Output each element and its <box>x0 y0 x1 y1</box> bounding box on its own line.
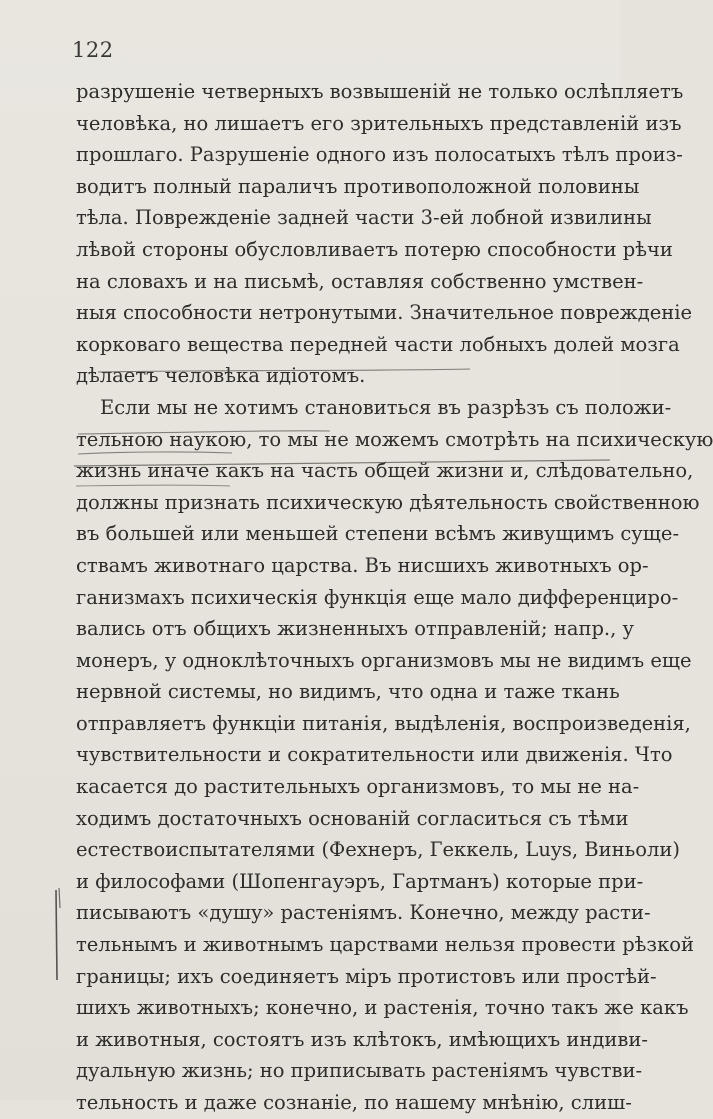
text-line: ходимъ достаточныхъ основаній согласиться съ тѣми <box>76 806 629 830</box>
text-line: отправляетъ функціи питанія, выдѣленія, воспроизведенія, <box>76 711 691 735</box>
text-line: и животныя, состоятъ изъ клѣтокъ, имѣющихъ индиви- <box>76 1027 648 1051</box>
text-line: естествоиспытателями (Фехнеръ, Геккель, Luys, Виньоли) <box>76 838 680 862</box>
text-line: ныя способности нетронутыми. Значительное поврежденіе <box>76 301 693 325</box>
text-line: тельность и даже сознаніе, по нашему мнѣнію, слиш- <box>76 1091 632 1114</box>
text-line: шихъ животныхъ; конечно, и растенія, точно такъ же какъ <box>76 996 689 1020</box>
text-line: тѣла. Поврежденіе задней части 3-ей лобной извилины <box>76 206 652 230</box>
text-line: тельною наукою, то мы не можемъ смотрѣть на психическую <box>76 427 713 451</box>
text-line: чувствительности и сократительности или движенія. Что <box>76 743 673 767</box>
text-line: водитъ полный параличъ противоположной половины <box>76 174 640 198</box>
text-line: ганизмахъ психическія функція еще мало дифференциро- <box>76 585 679 609</box>
text-line: касается до растительныхъ организмовъ, то мы не на- <box>76 775 640 799</box>
pencil-margin-line <box>56 890 57 980</box>
text-line: вались отъ общихъ жизненныхъ отправленій; напр., у <box>76 617 634 641</box>
text-line: дуальную жизнь; но приписывать растеніямъ чувстви- <box>76 1059 643 1083</box>
text-line: прошлаго. Разрушеніе одного изъ полосатыхъ тѣлъ произ- <box>76 143 683 167</box>
text-line: Если мы не хотимъ становиться въ разрѣзъ съ положи- <box>100 395 672 419</box>
text-line: границы; ихъ соединяетъ міръ протистовъ или простѣй- <box>76 964 657 988</box>
page-number: 122 <box>72 38 114 62</box>
text-line: жизнь иначе какъ на часть общей жизни и, слѣдовательно, <box>76 459 694 483</box>
text-line: монеръ, у одноклѣточныхъ организмовъ мы не видимъ еще <box>76 648 692 672</box>
text-line: человѣка, но лишаетъ его зрительныхъ представленій изъ <box>76 111 682 135</box>
body-text <box>76 76 713 1119</box>
text-line: должны признать психическую дѣятельность свойственною <box>76 490 700 514</box>
paragraph-1 <box>76 76 693 392</box>
text-line: нервной системы, но видимъ, что одна и таже ткань <box>76 680 620 704</box>
text-line: тельнымъ и животнымъ царствами нельзя провести рѣзкой <box>76 933 694 957</box>
pencil-margin-tick <box>59 888 60 908</box>
text-line: въ большей или меньшей степени всѣмъ живущимъ суще- <box>76 522 680 546</box>
text-line: на словахъ и на письмѣ, оставляя собственно умствен- <box>76 269 644 293</box>
text-line: лѣвой стороны обусловливаетъ потерю способности рѣчи <box>76 237 673 261</box>
paragraph-2 <box>76 392 713 1119</box>
text-line: ствамъ животнаго царства. Въ нисшихъ животныхъ ор- <box>76 553 649 577</box>
text-line: и философами (Шопенгауэръ, Гартманъ) которые при- <box>76 869 644 893</box>
text-line: разрушеніе четверныхъ возвышеній не только ослѣпляетъ <box>76 80 684 103</box>
text-line: корковаго вещества передней части лобныхъ долей мозга <box>76 332 680 356</box>
text-line: писываютъ «душу» растеніямъ. Конечно, между расти- <box>76 901 651 925</box>
text-line: дѣлаетъ человѣка идіотомъ. <box>76 364 366 388</box>
